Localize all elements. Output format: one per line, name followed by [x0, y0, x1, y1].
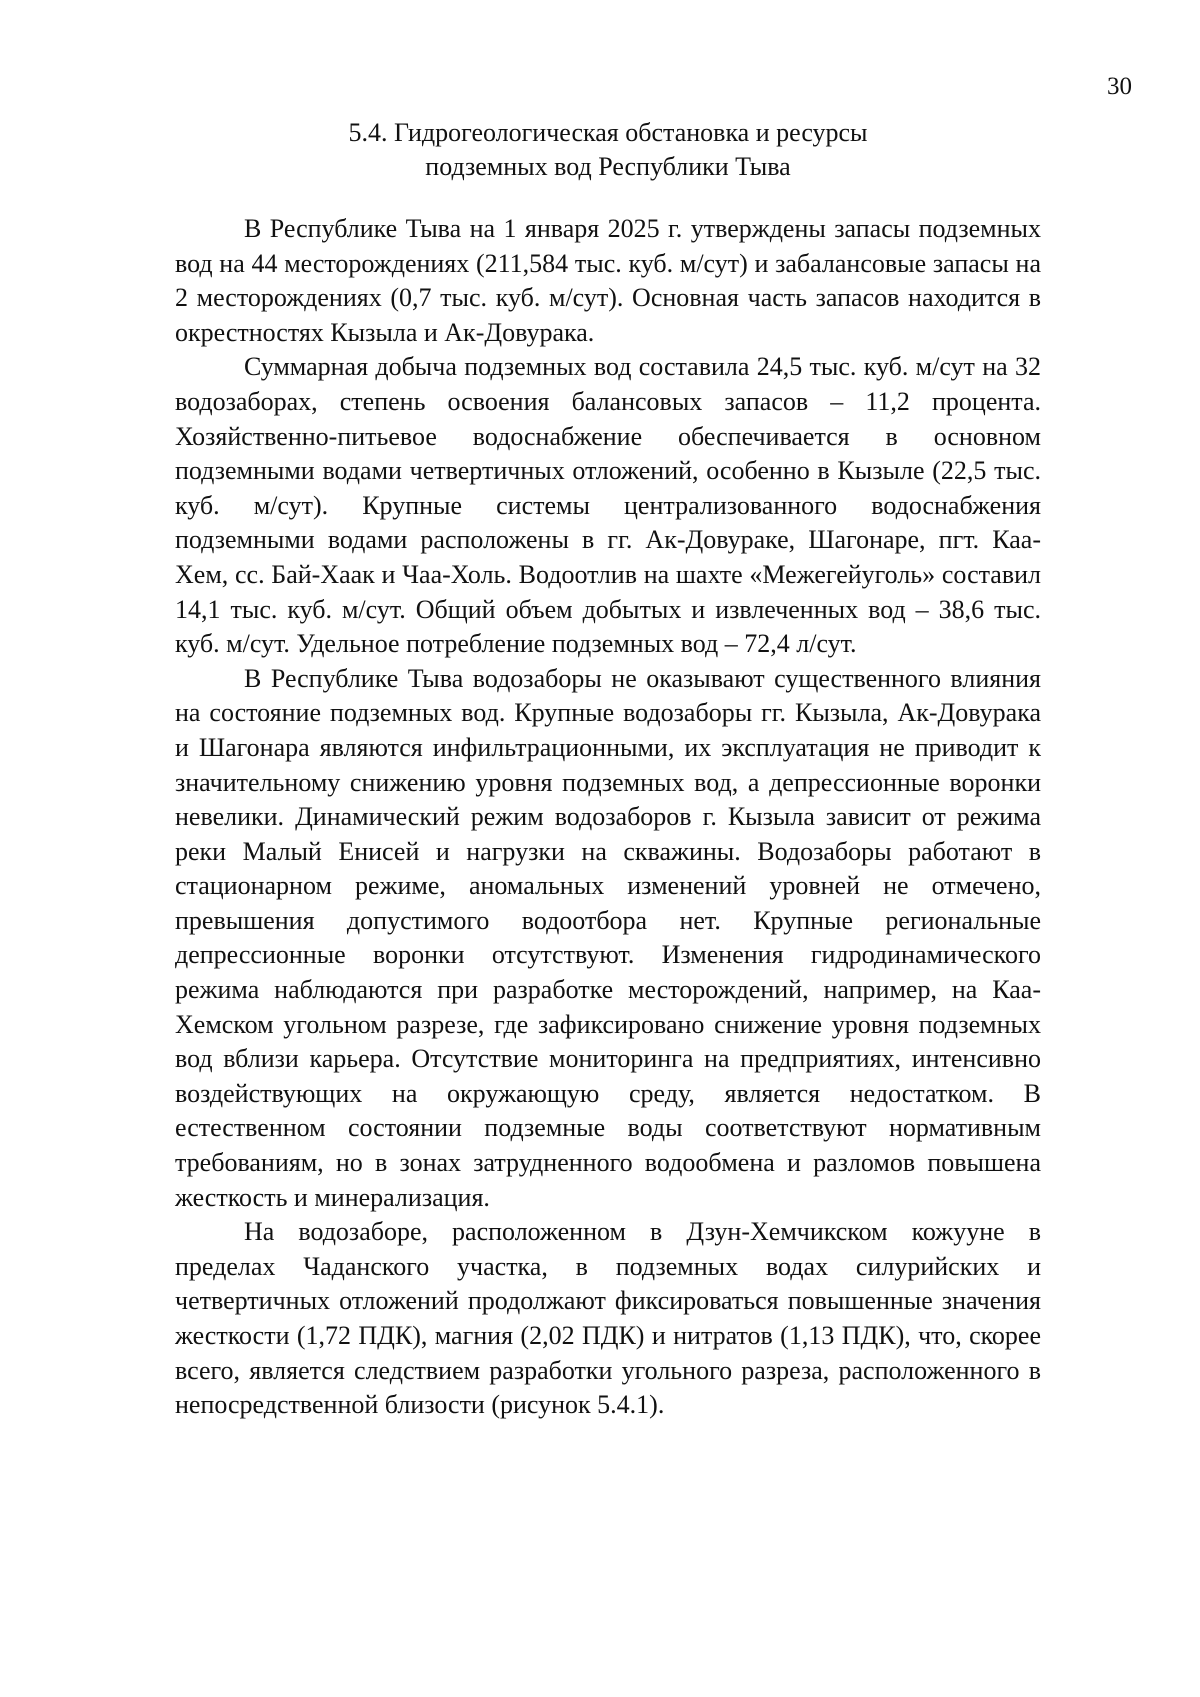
page-number: 30	[1107, 73, 1132, 100]
section-title	[175, 116, 1041, 184]
paragraph-extraction: Суммарная добыча подземных вод составила 24,5 тыс. куб. м/сут на 32 водозаборах, степень освоения балансовых запасов – 11,2 процента. Хозяйственно-питьевое водоснабжение обеспечивается в основном подземными водами четвертичных отложений, особенно в Кызыле (22,5 тыс. куб. м/сут). Крупные системы централизованного водоснабжения подземными водами расположены в гг. Ак-Довураке, Шагонаре, пгт. Каа-Хем, сс. Бай-Хаак и Чаа-Холь. Водоотлив на шахте «Межегейуголь» составил 14,1 тыс. куб. м/сут. Общий объем добытых и извлеченных вод – 38,6 тыс. куб. м/сут. Удельное потребление подземных вод – 72,4 л/сут.	[175, 352, 1041, 659]
section-title-line-1: 5.4. Гидрогеологическая обстановка и ресурсы	[348, 118, 868, 147]
body-text	[175, 212, 1041, 1423]
paragraph-reserves: В Республике Тыва на 1 января 2025 г. утверждены запасы подземных вод на 44 месторождениях (211,584 тыс. куб. м/сут) и забалансовые запасы на 2 месторождениях (0,7 тыс. куб. м/сут). Основная часть запасов находится в окрестностях Кызыла и Ак-Довурака.	[175, 214, 1041, 347]
paragraph-water-intakes-impact: В Республике Тыва водозаборы не оказывают существенного влияния на состояние подземных вод. Крупные водозаборы гг. Кызыла, Ак-Довурака и Шагонара являются инфильтрационными, их эксплуатация не приводит к значительному снижению уровня подземных вод, а депрессионные воронки невелики. Динамический режим водозаборов г. Кызыла зависит от режима реки Малый Енисей и нагрузки на скважины. Водозаборы работают в стационарном режиме, аномальных изменений уровней не отмечено, превышения допустимого водоотбора нет. Крупные региональные депрессионные воронки отсутствуют. Изменения гидродинамического режима наблюдаются при разработке месторождений, например, на Каа-Хемском угольном разрезе, где зафиксировано снижение уровня подземных вод вблизи карьера. Отсутствие мониторинга на предприятиях, интенсивно воздействующих на окружающую среду, является недостатком. В естественном состоянии подземные воды соответствуют нормативным требованиям, но в зонах затрудненного водообмена и разломов повышена жесткость и минерализация.	[175, 663, 1041, 1212]
section-title-line-2: подземных вод Республики Тыва	[425, 152, 791, 181]
paragraph-chadan-intake: На водозаборе, расположенном в Дзун-Хемчикском кожууне в пределах Чаданского участка, в подземных водах силурийских и четвертичных отложений продолжают фиксироваться повышенные значения жесткости (1,72 ПДК), магния (2,02 ПДК) и нитратов (1,13 ПДК), что, скорее всего, является следствием разработки угольного разреза, расположенного в непосредственной близости (рисунок 5.4.1).	[175, 1217, 1041, 1420]
